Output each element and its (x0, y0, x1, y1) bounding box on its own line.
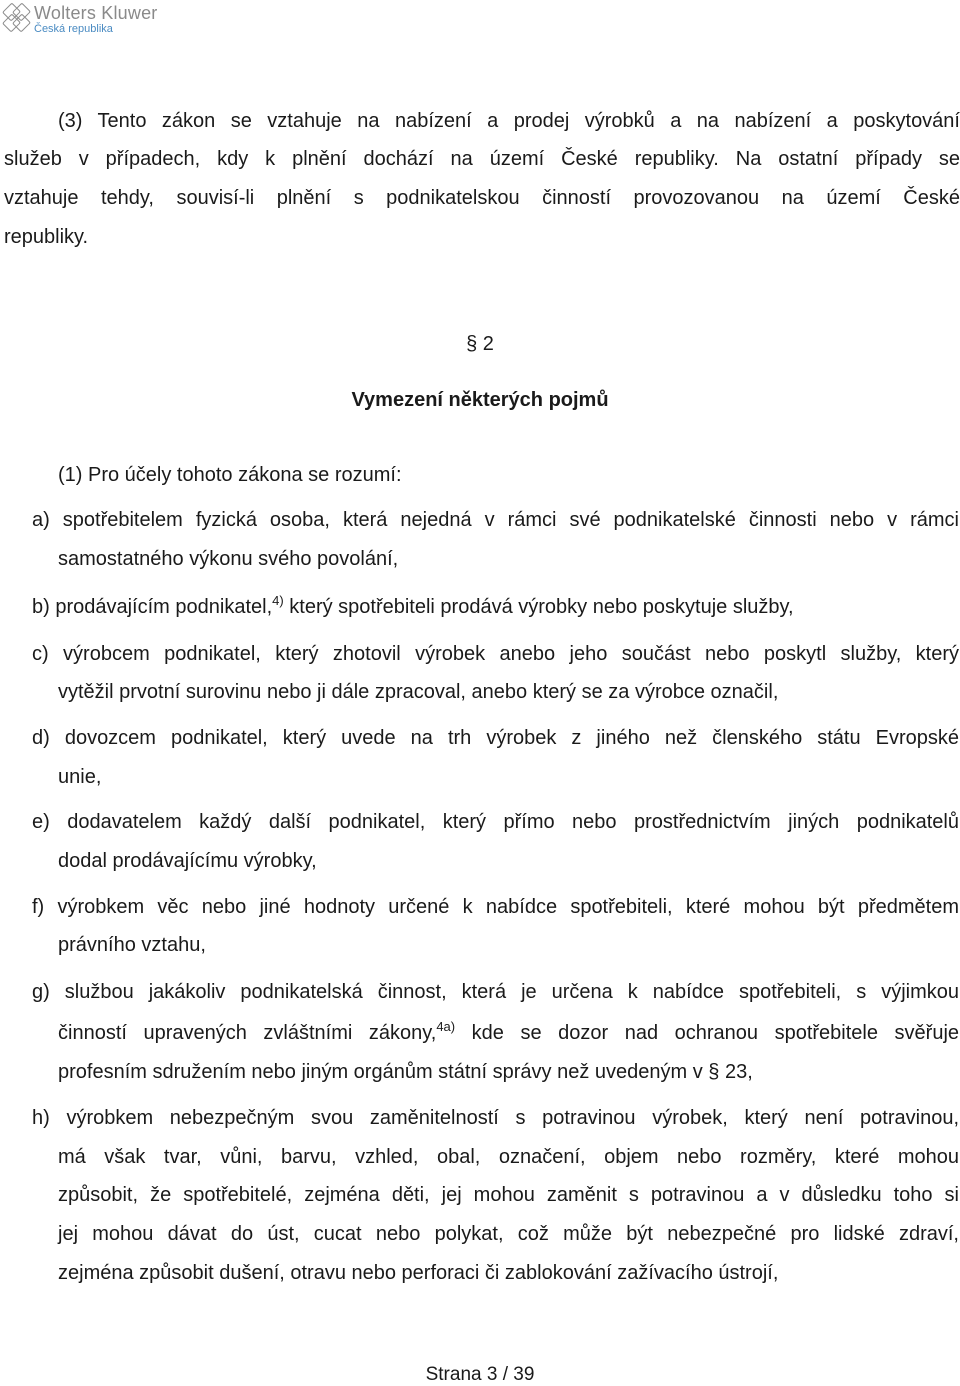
item-c-line-1: c) výrobcem podnikatel, který zhotovil výrobek anebo jeho součást nebo poskytl služby, který (32, 643, 959, 665)
logo-name: Wolters Kluwer (34, 3, 158, 23)
logo-country: Česká republika (34, 23, 113, 35)
item-g-text-1: činností upravených zvláštními zákony, (58, 1022, 437, 1044)
item-e-line-1: e) dodavatelem každý další podnikatel, který přímo nebo prostřednictvím jiných podnikatelů (32, 811, 959, 833)
item-b-line-1 (32, 593, 794, 619)
item-h-line-4: jej mohou dávat do úst, cucat nebo polykat, což může být nebezpečné pro lidské zdraví, (58, 1223, 959, 1245)
item-b-text-1: b) prodávajícím podnikatel, (32, 596, 273, 618)
item-f-line-2: právního vztahu, (58, 934, 206, 956)
item-g-line-2 (58, 1019, 960, 1045)
intro-line-2: služeb v případech, kdy k plnění dochází na území České republiky. Na ostatní případy se (4, 148, 960, 170)
footnote-ref-4a: 4a) (436, 1019, 456, 1034)
item-h-line-1: h) výrobkem nebezpečným svou zaměnitelností s potravinou výrobek, který není potravinou, (32, 1107, 959, 1129)
logo-diamonds-icon (4, 4, 30, 32)
item-a-line-1: a) spotřebitelem fyzická osoba, která nejedná v rámci své podnikatelské činnosti nebo v rámci (32, 509, 959, 531)
item-f-line-1: f) výrobkem věc nebo jiné hodnoty určené k nabídce spotřebiteli, které mohou být předmětem (32, 896, 959, 918)
item-c-line-2: vytěžil prvotní surovinu nebo ji dále zpracoval, anebo který se za výrobce označil, (58, 681, 779, 703)
item-a-line-2: samostatného výkonu svého povolání, (58, 548, 399, 570)
item-d-line-2: unie, (58, 766, 102, 788)
intro-line-1: (3) Tento zákon se vztahuje na nabízení a prodej výrobků a na nabízení a poskytování (58, 110, 960, 132)
footnote-ref-4: 4) (272, 593, 284, 608)
item-b-text-2: který spotřebiteli prodává výrobky nebo poskytuje služby, (283, 596, 794, 618)
item-h-line-2: má však tvar, vůni, barvu, vzhled, obal, označení, objem nebo rozměry, které mohou (58, 1146, 959, 1168)
item-h-line-5: zejména způsobit dušení, otravu nebo perforaci či zablokování zažívacího ústrojí, (58, 1262, 779, 1284)
item-d-line-1: d) dovozcem podnikatel, který uvede na trh výrobek z jiného než členského státu Evropské (32, 727, 959, 749)
item-h-line-3: způsobit, že spotřebitelé, zejména děti, jej mohou zaměnit s potravinou a v důsledku toho si (58, 1184, 959, 1206)
section-number: § 2 (466, 333, 494, 355)
item-e-line-2: dodal prodávajícímu výrobky, (58, 850, 317, 872)
intro-line-3: vztahuje tehdy, souvisí-li plnění s podnikatelskou činností provozovanou na území České (4, 187, 960, 209)
wolters-kluwer-logo (4, 4, 158, 36)
page-number: Strana 3 / 39 (425, 1364, 535, 1385)
item-g-line-3: profesním sdružením nebo jiným orgánům státní správy než uvedeným v § 23, (58, 1061, 753, 1083)
item-g-text-2: kde se dozor nad ochranou spotřebitele svěřuje (455, 1022, 960, 1044)
intro-line-4: republiky. (4, 226, 89, 248)
section-title: Vymezení některých pojmů (351, 389, 609, 411)
item-g-line-1: g) službou jakákoliv podnikatelská činnost, která je určena k nabídce spotřebiteli, s výjimkou (32, 981, 959, 1003)
lead-text: (1) Pro účely tohoto zákona se rozumí: (58, 464, 402, 486)
